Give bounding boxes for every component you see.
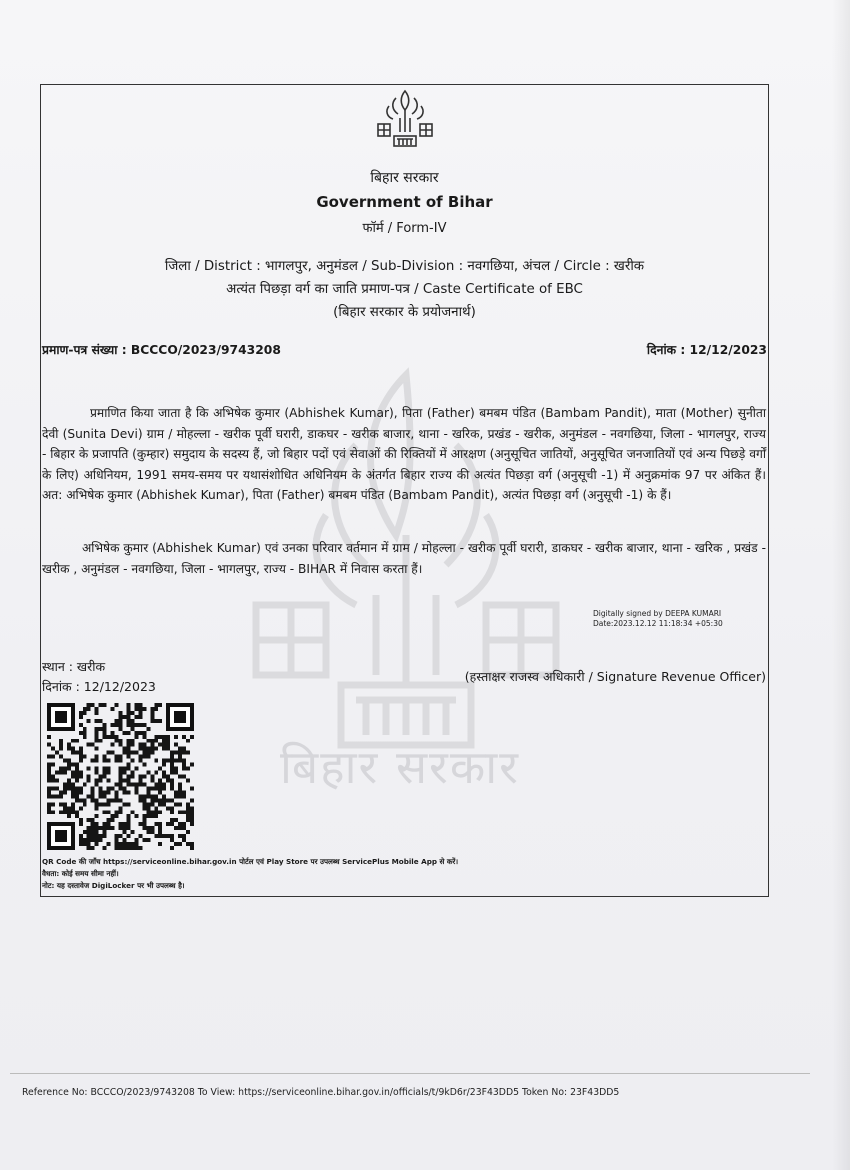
place-date-label: दिनांक : 12/12/2023: [42, 679, 156, 694]
certificate-body-paragraph-2: अभिषेक कुमार (Abhishek Kumar) एवं उनका परिवार वर्तमान में ग्राम / मोहल्ला - खरीक पूर्वी घरारी, डाकघर - खरीक बाजार, थाना - खरिक , प्रखंड - खरीक , अनुमंडल - नवगछिया, जिला - भागलपुर, राज्य - BIHAR में निवास करता हैं।: [42, 541, 766, 576]
qr-code-icon[interactable]: [47, 703, 194, 850]
header-state-hindi: बिहार सरकार: [370, 170, 439, 186]
certificate-purpose: (बिहार सरकार के प्रयोजनार्थ): [333, 305, 476, 320]
bihar-emblem-icon: [374, 88, 436, 150]
watermark-text: बिहार सरकार: [280, 740, 520, 794]
certificate-body-paragraph-1: प्रमाणित किया जाता है कि अभिषेक कुमार (Abhishek Kumar), पिता (Father) बमबम पंडित (Bambam Pandit), माता (Mother) सुनीता देवी (Sunita Devi) ग्राम / मोहल्ला - खरीक पूर्वी घरारी, डाकघर - खरीक बाजार, थाना - खरिक, प्रखंड - खरीक, अनुमंडल - नवगछिया, जिला - भागलपुर, राज्य - बिहार के प्रजापति (कुम्हार) समुदाय के सदस्य हैं, जो बिहार पदों एवं सेवाओं की रिक्तियों में आरक्षण (अनुसूचित जातियों, अनुसूचित जनजातियों एवं अन्य पिछड़े वर्गों के लिए) अधिनियम, 1991 समय-समय पर यथासंशोधित अधिनियम के अंतर्गत बिहार राज्य की अत्यंत पिछड़ा वर्ग (अनुसूची -1) में अनुक्रमांक 97 पर अंकित हैं। अत: अभिषेक कुमार (Abhishek Kumar), पिता (Father) बमबम पंडित (Bambam Pandit), अत्यंत पिछड़ा वर्ग (अनुसूची -1) के हैं।: [42, 406, 766, 502]
header-form: फॉर्म / Form-IV: [362, 221, 447, 236]
page-edge-shadow: [832, 0, 850, 1170]
digital-signature-line-1: Digitally signed by DEEPA KUMARI: [593, 609, 722, 618]
header-government: Government of Bihar: [316, 193, 493, 211]
footer-divider: [10, 1073, 810, 1074]
jurisdiction-line: जिला / District : भागलपुर, अनुमंडल / Sub-Division : नवगछिया, अंचल / Circle : खरीक: [164, 259, 645, 274]
certificate-title: अत्यंत पिछड़ा वर्ग का जाति प्रमाण-पत्र / Caste Certificate of EBC: [226, 282, 583, 297]
certificate-number: प्रमाण-पत्र संख्या : BCCCO/2023/9743208: [42, 343, 281, 357]
digilocker-note: नोट: यह दस्तावेज DigiLocker पर भी उपलब्ध है।: [42, 881, 185, 890]
signature-officer: (हस्ताक्षर राजस्व अधिकारी / Signature Revenue Officer): [464, 669, 766, 684]
digital-signature-line-2: Date:2023.12.12 11:18:34 +05:30: [593, 619, 723, 628]
qr-verification-note: QR Code की जाँच https://serviceonline.bihar.gov.in पोर्टल एवं Play Store पर उपलब्ध ServicePlus Mobile App से करें।: [42, 857, 459, 866]
validity-note: वैधता: कोई समय सीमा नहीं।: [42, 869, 119, 878]
footer-reference: Reference No: BCCCO/2023/9743208 To View: https://serviceonline.bihar.gov.in/officials/t/9kD6r/23F43DD5 Token No: 23F43DD5: [22, 1087, 620, 1098]
certificate-date: दिनांक : 12/12/2023: [646, 343, 767, 357]
place-label: स्थान : खरीक: [42, 659, 106, 674]
